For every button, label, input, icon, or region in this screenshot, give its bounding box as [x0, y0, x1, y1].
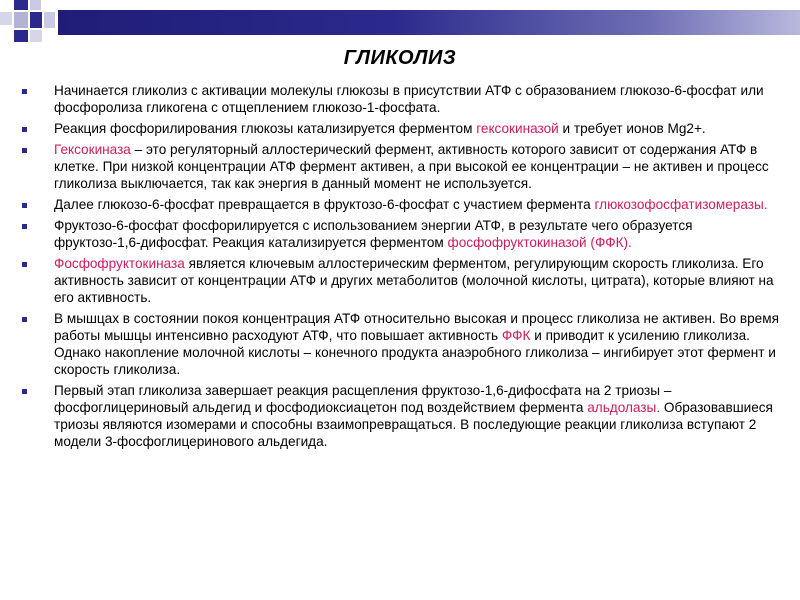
list-item-text: – это регуляторный аллостерический фермент, активность которого зависит от содержания АТФ в клетке. При низкой концентрации АТФ фермент активен, а при высокой ее концентрации – не активен и процесс гликолиза выключается, так как энергия в данный момент не используется. — [54, 142, 769, 191]
bullet-square-icon — [22, 389, 27, 394]
deco-square — [44, 12, 55, 28]
highlighted-term: гексокиназой — [476, 121, 559, 136]
highlighted-term: Гексокиназа — [54, 142, 131, 157]
list-item-text: Первый этап гликолиза завершает реакция расщепления фруктозо-1,6-дифосфата на 2 триозы – фосфоглицериновый альдегид и фосфодиоксиацетон под воздействием фермента — [54, 383, 672, 415]
list-item-text: Начинается гликолиз с активации молекулы глюкозы в присутствии АТФ с образованием глюкозо-6-фосфат или фосфоролиза гликогена с отщеплением глюкозо-1-фосфата. — [54, 83, 764, 115]
bullet-square-icon — [22, 148, 27, 153]
list-item — [22, 120, 782, 137]
deco-square — [14, 12, 28, 28]
highlighted-term: альдолазы. — [587, 400, 661, 415]
bullet-square-icon — [22, 127, 27, 132]
list-item-text: В мышцах в состоянии покоя концентрация АТФ относительно высокая и процесс гликолиза не активен. Во время работы мышцы интенсивно расходуют АТФ, что повышает активность — [54, 311, 779, 343]
list-item-text: и требует ионов Mg2+. — [558, 121, 706, 136]
bullet-square-icon — [22, 203, 27, 208]
list-item-text: и приводит к усилению гликолиза. Однако накопление молочной кислоты – конечного продукта анаэробного гликолиза – ингибирует этот фермент и скорость гликолиза. — [54, 328, 776, 377]
list-item — [22, 82, 782, 116]
list-item-text: Образовавшиеся триозы являются изомерами и способны взаимопревращаться. В последующие реакции гликолиза вступают 2 модели 3-фосфоглицеринового альдегида. — [54, 400, 773, 449]
list-item — [22, 382, 782, 450]
slide-title: ГЛИКОЛИЗ — [343, 47, 457, 69]
bullet-square-icon — [22, 224, 27, 229]
highlighted-term: Фосфофруктокиназа — [54, 256, 185, 271]
highlighted-term: ФФК — [501, 328, 531, 343]
deco-square — [0, 12, 12, 25]
bullet-list — [22, 82, 782, 454]
bullet-square-icon — [22, 317, 27, 322]
list-item — [22, 255, 782, 306]
bullet-square-icon — [22, 262, 27, 267]
deco-square — [30, 12, 42, 28]
list-item-text: Далее глюкозо-6-фосфат превращается в фруктозо-6-фосфат с участием фермента — [54, 197, 595, 212]
highlighted-term: глюкозофосфатизомеразы. — [594, 197, 768, 212]
list-item — [22, 141, 782, 192]
deco-square — [30, 0, 41, 10]
highlighted-term: фосфофруктокиназой (ФФК). — [447, 235, 632, 250]
list-item-text: Реакция фосфорилирования глюкозы катализируется ферментом — [54, 121, 477, 136]
list-item — [22, 196, 782, 213]
deco-square — [14, 30, 28, 42]
list-item-text: является ключевым аллостерическим ферментом, регулирующим скорость гликолиза. Его активность зависит от концентрации АТФ и других метаболитов (молочной кислоты, цитрата), которые влияют на его активность. — [54, 256, 774, 305]
header-decoration — [0, 0, 800, 50]
deco-square — [14, 0, 28, 10]
list-item-text: Фруктозо-6-фосфат фосфорилируется с использованием энергии АТФ, в результате чего образуется фруктозо-1,6-дифосфат. Реакция катализируется ферментом — [54, 218, 693, 250]
header-gradient-bar — [58, 10, 800, 35]
bullet-square-icon — [22, 89, 27, 94]
list-item — [22, 217, 782, 251]
list-item — [22, 310, 782, 378]
deco-square — [30, 30, 42, 42]
